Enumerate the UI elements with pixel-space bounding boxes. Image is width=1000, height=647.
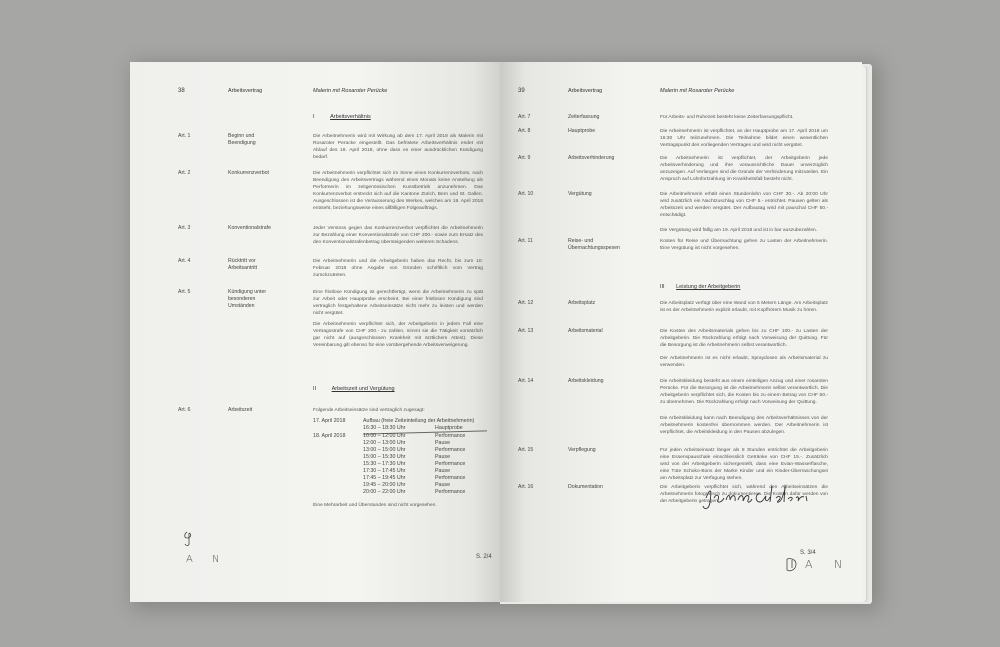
section-number: II bbox=[313, 386, 317, 392]
schedule-time: 17:30 – 17:45 Uhr bbox=[363, 468, 406, 474]
header-left: Arbeitsvertrag bbox=[568, 88, 603, 94]
article-title: Arbeitskleidung bbox=[568, 378, 604, 384]
article-title: Arbeitszeit bbox=[228, 407, 253, 413]
section-heading bbox=[313, 386, 395, 392]
schedule-activity: Hauptprobe bbox=[435, 425, 463, 431]
schedule-time: 13:00 – 15:00 Uhr bbox=[363, 447, 406, 453]
footer-page-number: S. 2/4 bbox=[476, 554, 492, 560]
schedule-activity: Pause bbox=[435, 440, 451, 446]
article-number: Art. 5 bbox=[178, 289, 191, 295]
article-title: Arbeitsverhinderung bbox=[568, 155, 615, 161]
handwritten-mark bbox=[784, 556, 800, 574]
schedule-activity: Performance bbox=[435, 447, 466, 453]
section-heading bbox=[313, 114, 371, 120]
schedule-time: 12:00 – 13:00 Uhr bbox=[363, 440, 406, 446]
article-number: Art. 4 bbox=[178, 258, 191, 264]
article-text: Die Vergütung wird fällig am 19. April 2018 und ist in bar auszubezahlen. bbox=[660, 228, 818, 233]
section-number: I bbox=[313, 114, 315, 120]
article-title: Zeiterfassung bbox=[568, 114, 600, 120]
section-number: III bbox=[660, 284, 665, 290]
schedule-day: 18. April 2018 bbox=[313, 433, 346, 439]
article-title: Beginn und Beendigung bbox=[228, 133, 256, 146]
article-text: Für Arbeits- und Ruhezeit besteht keine Zeiterfassungspflicht. bbox=[660, 115, 794, 120]
article-number: Art. 6 bbox=[178, 407, 191, 413]
initials: A N bbox=[805, 558, 852, 571]
article-title: Kündigung unter besonderen Umständen bbox=[228, 289, 267, 309]
handwritten-mark bbox=[182, 530, 198, 548]
article-text: Die Arbeitnehmerin verpflichtet sich im Sinne eines Konkurrenzverbots, nach Beendigung des Arbeitsvertrags während eines Monats keine Anstellung als Performerin im zeitgenössischen Kunstbetrieb anzunehmen. Das Konkurrenzverbot erstreckt sich auf die Kantone Zürich, Bern und St. Gallen. Ausgeschlossen ist die Veräusserung des Werkes, welches am 19. April 2018 entsteht, beziehungsweise eines allfälligen Folgeauftrags. bbox=[313, 171, 483, 211]
article-text: Die Kosten des Arbeitsmaterials gehen bis zu CHF 100.- zu Lasten der Arbeitgeberin. Die Rückzahlung erfolgt nach Vorweisung der Quittung. Für die Besorgung ist die Arbeitnehmerin selbst verantwortlich. bbox=[660, 329, 828, 348]
article-text: Die Arbeitskleidung besteht aus einem einteiligen Anzug und einer rosaroten Perücke. Für die Besorgung ist die Arbeitnehmerin selbst verantwortlich. Die Arbeitgeberin verpflichtet sich, die Kosten bis zu einem Betrag von CHF 50.- zu übernehmen. Die Rückzahlung erfolgt nach Vorweisung der Quittung. bbox=[660, 379, 828, 405]
article-number: Art. 15 bbox=[518, 447, 534, 453]
section-title: Leistung der Arbeitgeberin bbox=[676, 284, 741, 290]
article-text: Die Arbeitgeberin verpflichtet sich, während den Arbeitseinsätzen die Arbeitnehmerin fotografisch zu dokumentieren. Die Kosten dafür werden von der Arbeitgeberin getragen. bbox=[660, 485, 828, 504]
schedule-time: 15:30 – 17:30 Uhr bbox=[363, 461, 406, 467]
article-text: Die Arbeitnehmerin verpflichtet sich, der Arbeitgeberin in jedem Fall eine Vertragsstrafe von CHF 200.- zu zahlen, nimmt sie die Tätigkeit vorsätzlich gar nicht auf (ausgeschlossen Krankheit mit ärztlichem Attest). Diese Vereinbarung gilt ebenso für eine vorübergehende Arbeitsverweigerung. bbox=[313, 322, 483, 348]
article-text: Eine fristlose Kündigung ist gerechtfertigt, wenn die Arbeitnehmerin zu spät zur Arbeit oder Hauptprobe erscheint. Bei einer fristlosen Kündigung sind vertraglich festgehaltene Arbeitseinsätze nicht mehr zu leisten und werden nicht vergütet. bbox=[313, 290, 483, 316]
schedule-note: Eine Mehrarbeit und Überstunden sind nicht vorgesehen. bbox=[313, 503, 437, 508]
article-text: Die Arbeitskleidung kann nach Beendigung des Arbeitsverhältnisses von der Arbeitnehmerin kostenfrei übernommen werden. Der Arbeitnehmerin ist verpflichtet, die Arbeitskleidung in den Pausen abzulegen. bbox=[660, 416, 828, 435]
schedule-activity: Performance bbox=[435, 475, 466, 481]
article-title: Konventionalstrafe bbox=[228, 225, 271, 231]
schedule-time: Aufbau (freie Zeiteinteilung der Arbeitnehmerin) bbox=[363, 418, 475, 424]
article-number: Art. 7 bbox=[518, 114, 531, 120]
article-title: Reise- und Übernachtungsspesen bbox=[568, 238, 620, 251]
article-title: Rücktritt vor Arbeitsantritt bbox=[228, 258, 258, 271]
schedule-activity: Performance bbox=[435, 433, 466, 439]
footer-page-number: S. 3/4 bbox=[800, 550, 816, 556]
schedule-day: 17. April 2018 bbox=[313, 418, 346, 424]
article-text: Die Arbeitsplatz verfügt über eine Wand von 5 Metern Länge. Am Arbeitsplatz ist es der Arbeitnehmerin explizit erlaubt, mit Kopfhörern Musik zu hören. bbox=[660, 301, 828, 313]
article-title: Arbeitsplatz bbox=[568, 300, 596, 306]
schedule-time: 10:00 – 12:00 Uhr bbox=[363, 433, 406, 439]
schedule-activity: Pause bbox=[435, 468, 451, 474]
schedule-activity: Pause bbox=[435, 454, 451, 460]
article-text: Folgende Arbeitseinsätze sind vertraglich zugesagt: bbox=[313, 408, 425, 413]
article-number: Art. 12 bbox=[518, 300, 534, 306]
signature bbox=[700, 480, 810, 514]
section-heading bbox=[660, 284, 740, 290]
header-right: Malerin mit Rosaroter Perücke bbox=[660, 88, 735, 94]
left-page bbox=[130, 62, 502, 602]
schedule-activity: Performance bbox=[435, 461, 466, 467]
article-text: Die Arbeitnehmerin erhält einen Stundenlohn von CHF 30.-. Ab 20:00 Uhr wird zusätzlich ein Nachtzuschlag von CHF 5.- entrichtet. Pausen gelten als Arbeitszeit und werden vergütet. Der Aufbautag wird mit pauschal CHF 50.- entschädigt. bbox=[660, 192, 828, 218]
article-title: Vergütung bbox=[568, 191, 592, 197]
schedule-time: 16:30 – 18:30 Uhr bbox=[363, 425, 406, 431]
article-title: Dokumentation bbox=[568, 484, 603, 490]
schedule-table bbox=[313, 418, 488, 498]
article-text: Der Arbeitnehmerin ist es nicht erlaubt, Spraydosen als Arbeitsmaterial zu verwenden. bbox=[660, 356, 828, 368]
page-number: 38 bbox=[178, 88, 185, 94]
article-number: Art. 2 bbox=[178, 170, 191, 176]
schedule-time: 19:45 – 20:00 Uhr bbox=[363, 482, 406, 488]
section-title: Arbeitsverhältnis bbox=[330, 114, 371, 120]
article-number: Art. 3 bbox=[178, 225, 191, 231]
schedule-time: 17:45 – 19:45 Uhr bbox=[363, 475, 406, 481]
right-page bbox=[500, 62, 862, 602]
article-text: Die Arbeitnehmerin ist verpflichtet, an der Hauptprobe am 17. April 2018 um 16:30 Uhr teilzunehmen. Die Teilnahme bildet einen wesentlichen Vertragspunkt des vorliegenden Vertrages und wird nicht vergütet. bbox=[660, 129, 828, 148]
article-title: Hauptprobe bbox=[568, 128, 596, 134]
article-text: Für jeden Arbeitseinsatz länger als 8 Stunden entrichtet die Arbeitgeberin eine Essenspauschale einschliesslich Getränke von CHF 15.-. Zusätzlich wird von der Arbeitgeberin sichergestellt, dass eine Evian-Wasserflasche, eine Tüte Schoko-Bons der Marke Kinder und ein Kinder-Überraschungsei am Arbeitsplatz zur Verfügung stehen. bbox=[660, 448, 828, 481]
article-number: Art. 8 bbox=[518, 128, 531, 134]
article-number: Art. 10 bbox=[518, 191, 534, 197]
article-title: Arbeitsmaterial bbox=[568, 328, 603, 334]
article-text: Kosten für Reise und Übernachtung gehen zu Lasten der Arbeitnehmerin. Eine Vergütung ist nicht vorgesehen. bbox=[660, 239, 828, 251]
section-title: Arbeitszeit und Vergütung bbox=[331, 386, 395, 392]
schedule-activity: Pause bbox=[435, 482, 451, 488]
initials: A N bbox=[186, 554, 228, 565]
article-number: Art. 11 bbox=[518, 238, 533, 244]
header-right: Malerin mit Rosaroter Perücke bbox=[313, 88, 388, 94]
article-text: Jeder Verstoss gegen das Konkurrenzverbot verpflichtet die Arbeitnehmerin zur Bezahlung einer Konventionalstrafe von CHF 200.- sowie zum Ersatz des den Konventionalstrafenbetrag übersteigenden weiteren Schadens. bbox=[313, 226, 483, 245]
article-number: Art. 14 bbox=[518, 378, 534, 384]
article-title: Verpflegung bbox=[568, 447, 596, 453]
article-title: Konkurrenzverbot bbox=[228, 170, 269, 176]
schedule-time: 20:00 – 22:00 Uhr bbox=[363, 489, 406, 495]
schedule-time: 15:00 – 15:30 Uhr bbox=[363, 454, 406, 460]
schedule-activity: Performance bbox=[435, 489, 466, 495]
page-number: 39 bbox=[518, 88, 525, 94]
article-number: Art. 9 bbox=[518, 155, 531, 161]
article-text: Die Arbeitnehmerin wird mit Wirkung ab dem 17. April 2018 als Malerin mit Rosaroter Perücke eingestellt. Das befristete Arbeitsverhältnis endet mit Ablauf des 18. April 2018, ohne dass es einer ausdrücklichen Kündigung bedarf. bbox=[313, 134, 483, 160]
article-text: Die Arbeitnehmerin und die Arbeitgeberin haben das Recht, bis zum 10. Februar 2018 ohne Angabe von Gründen schriftlich vom Vertrag zurückzutreten. bbox=[313, 259, 483, 278]
article-number: Art. 13 bbox=[518, 328, 534, 334]
article-text: Die Arbeitnehmerin ist verpflichtet, der Arbeitgeberin jede Arbeitsverhinderung und ihre voraussichtliche Dauer unverzüglich anzuzeigen. Auf Verlangen sind die Gründe der Verhinderung mitzuteilen. Ein Anspruch auf Lohnfortzahlung im Krankheitsfall besteht nicht. bbox=[660, 156, 828, 182]
article-number: Art. 16 bbox=[518, 484, 534, 490]
header-left: Arbeitsvertrag bbox=[228, 88, 263, 94]
article-number: Art. 1 bbox=[178, 133, 191, 139]
